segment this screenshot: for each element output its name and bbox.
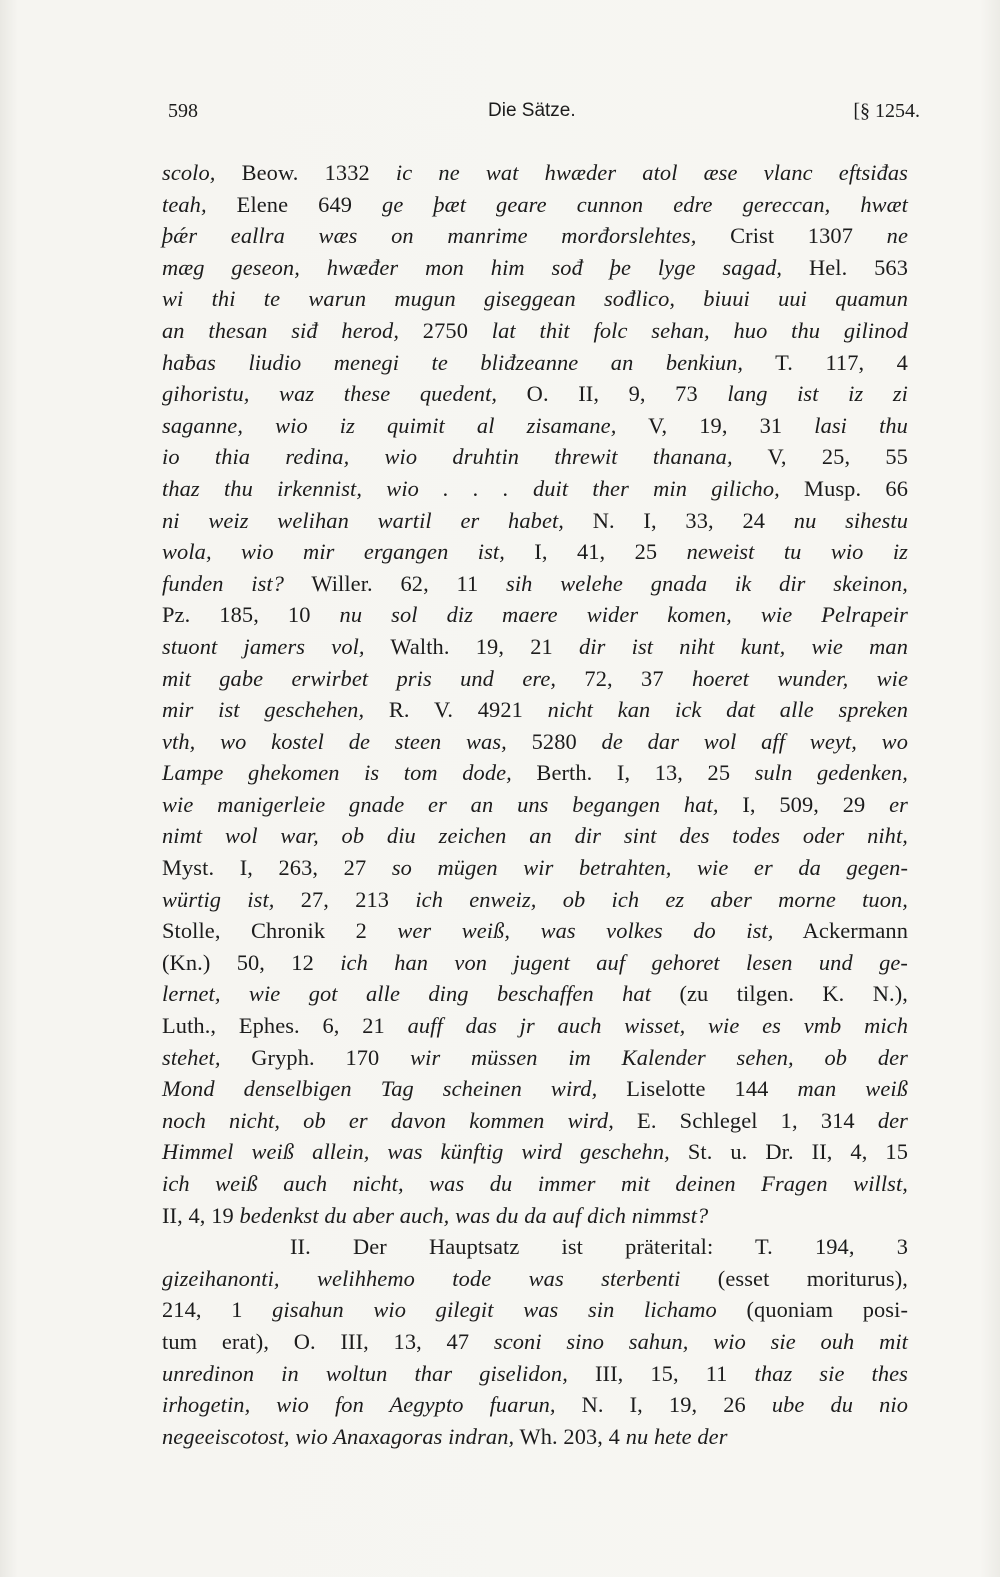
quoted-text: sih welehe gnada ik dir skeinon, (506, 570, 908, 596)
text-line (162, 599, 908, 631)
text-line (162, 915, 908, 947)
text-line (162, 189, 908, 221)
text-line (162, 1263, 908, 1295)
quoted-text: stuont jamers vol, (162, 633, 365, 659)
text-line (162, 315, 908, 347)
text-line (162, 536, 908, 568)
text-line (162, 694, 908, 726)
text-line (162, 663, 908, 695)
body-text (162, 157, 908, 1452)
citation-text: II, 4, 19 (162, 1202, 240, 1228)
citation-text: (Kn.) 50, 12 (162, 949, 341, 975)
text-line (162, 978, 908, 1010)
quoted-text: irhogetin, wio fon Aegypto fuarun, (162, 1392, 556, 1418)
quoted-text: unredinon in woltun thar giselidon, (162, 1360, 568, 1386)
citation-text: 1332 (324, 160, 370, 185)
quoted-text: wi thi te warun mugun giseggean sođlico, biuui uui quamun (162, 286, 908, 312)
quoted-text: noch nicht, ob er davon kommen wird, (162, 1107, 614, 1133)
page-header (168, 100, 920, 132)
text-line (162, 473, 908, 505)
citation-text: 5280 (506, 728, 602, 754)
citation-text: III, 15, 11 (567, 1360, 755, 1386)
quoted-text: er (889, 791, 908, 817)
quoted-text: ich weiß auch nicht, was du immer mit deinen Fragen willst, (162, 1171, 908, 1196)
quoted-text: negeeiscotost, wio Anaxagoras indran, (162, 1423, 515, 1449)
text-line (162, 757, 908, 789)
quoted-text: mit gabe erwirbet pris und ere, (162, 665, 557, 691)
text-line (162, 568, 908, 600)
text-line (162, 378, 908, 410)
citation-text: R. V. 4921 (364, 697, 548, 723)
quoted-text: wola, wio mir ergangen ist, (162, 539, 505, 565)
text-line (162, 1042, 908, 1074)
quoted-text: ni weiz welihan wartil er habet, (162, 507, 564, 533)
quoted-text: so mügen wir betrahten, wie er da gegen- (391, 855, 909, 881)
quoted-text: ic ne wat hwæder atol æse vlanc eftsiđas (369, 160, 908, 185)
quoted-text: thaz thu irkennist, wio . . . duit ther min gilicho, (162, 475, 780, 501)
quoted-text: suln gedenken, (754, 760, 908, 786)
citation-text: 214, 1 (162, 1297, 273, 1323)
quoted-text: auff das jr auch wisset, wie es vmb mich (407, 1013, 909, 1039)
page-number: 598 (168, 100, 198, 122)
text-line (162, 505, 908, 537)
quoted-text: sconi sino sahun, wio sie ouh mit (493, 1328, 908, 1354)
citation-text: (esset moriturus), (680, 1265, 909, 1291)
citation-text: (quoniam posi- (716, 1297, 909, 1323)
text-line (162, 1294, 908, 1326)
text-line (162, 410, 908, 442)
quoted-text: scolo, (162, 160, 216, 185)
quoted-text: Mond denselbigen Tag scheinen wird, (162, 1076, 598, 1102)
quoted-text: þǽr eallra wæs on manrime morđorslehtes, (162, 223, 697, 249)
citation-text: Stolle, Chronik 2 (162, 918, 398, 944)
citation-text: N. I, 33, 24 (564, 507, 794, 533)
citation-text: 2750 (399, 317, 492, 343)
text-line (162, 1326, 908, 1358)
citation-text: Crist 1307 (696, 223, 887, 249)
text-line (162, 347, 908, 379)
quoted-text: haƀas liudio menegi te bliđzeanne an benkiun, (162, 349, 744, 375)
text-line (162, 220, 908, 252)
text-line (162, 283, 908, 315)
citation-text: V, 19, 31 (616, 412, 815, 438)
text-line (162, 1421, 908, 1453)
text-line (162, 726, 908, 758)
quoted-text: lasi thu (814, 412, 908, 438)
quoted-text: stehet, (162, 1044, 221, 1070)
quoted-text: nu hete der (625, 1423, 728, 1449)
citation-text: Walth. 19, 21 (364, 633, 580, 659)
citation-text: Ackermann (773, 918, 908, 944)
text-line (162, 441, 908, 473)
quoted-text: bedenkst du aber auch, was du da auf dich nimmst? (239, 1202, 709, 1228)
citation-text: N. I, 19, 26 (555, 1392, 772, 1418)
quoted-text: der (877, 1107, 908, 1133)
text-line (162, 852, 908, 884)
quoted-text: Himmel weiß allein, was künftig wird geschehn, (162, 1139, 670, 1165)
quoted-text: nu sihestu (793, 507, 909, 533)
section-marker: [§ 1254. (853, 100, 920, 122)
quoted-text: ich han von jugent auf gehoret lesen und ge- (340, 949, 908, 975)
text-line (162, 1389, 908, 1421)
quoted-text: teah, (162, 191, 207, 217)
quoted-text: lang ist iz zi (727, 381, 908, 407)
citation-text: 27, 213 (274, 886, 416, 912)
text-line (162, 1073, 908, 1105)
citation-text: Berth. I, 13, 25 (511, 760, 755, 786)
quoted-text: wie manigerleie gnade er an uns begangen hat, (162, 791, 719, 817)
quoted-text: lat thit folc sehan, huo thu gilinod (491, 317, 909, 343)
text-line (162, 1231, 908, 1263)
text-line (162, 820, 908, 852)
quoted-text: gihoristu, waz these quedent, (162, 381, 498, 407)
citation-text: (zu tilgen. K. N.), (651, 981, 908, 1007)
quoted-text: neweist tu wio iz (686, 539, 908, 565)
text-line (162, 1136, 908, 1168)
quoted-text: de dar wol aff weyt, wo (601, 728, 908, 754)
quoted-text: Lampe ghekomen is tom dode, (162, 760, 512, 786)
quoted-text: würtig ist, (162, 886, 275, 912)
citation-text: Beow. (215, 160, 325, 185)
citation-text: Hel. 563 (782, 254, 908, 280)
citation-text: Pz. 185, 10 (162, 602, 340, 628)
text-line (162, 1168, 908, 1200)
text-line (162, 1358, 908, 1390)
citation-text: Musp. 66 (779, 475, 908, 501)
text-line (162, 252, 908, 284)
quoted-text: ne (886, 223, 908, 249)
text-line (162, 1010, 908, 1042)
text-line (162, 789, 908, 821)
text-line (162, 1105, 908, 1137)
citation-text: I, 509, 29 (718, 791, 890, 817)
quoted-text: nimt wol war, ob diu zeichen an dir sint des todes oder niht, (162, 823, 908, 849)
quoted-text: ich enweiz, ob ich ez aber morne tuon, (415, 886, 908, 912)
quoted-text: hoeret wunder, wie (691, 665, 908, 691)
quoted-text: ge þæt geare cunnon edre gereccan, hwæt (382, 191, 909, 217)
citation-text: E. Schlegel 1, 314 (613, 1107, 878, 1133)
citation-text: Willer. 62, 11 (284, 570, 507, 596)
citation-text: Gryph. 170 (220, 1044, 411, 1070)
citation-text: V, 25, 55 (732, 444, 908, 470)
quoted-text: thaz sie thes (754, 1360, 908, 1386)
quoted-text: nu sol diz maere wider komen, wie Pelrapeir (339, 602, 908, 628)
quoted-text: wer weiß, was volkes do ist, (397, 918, 774, 944)
text-line (162, 631, 908, 663)
quoted-text: nicht kan ick dat alle spreken (547, 697, 908, 723)
text-line (162, 1200, 908, 1232)
quoted-text: gizeihanonti, welihhemo tode was sterbenti (162, 1265, 681, 1291)
citation-text: St. u. Dr. II, 4, 15 (669, 1139, 908, 1165)
running-title: Die Sätze. (488, 100, 576, 121)
citation-text: Elene 649 (206, 191, 383, 217)
citation-text: II. Der Hauptsatz ist präterital: T. 194, 3 (290, 1234, 908, 1260)
quoted-text: mir ist geschehen, (162, 697, 365, 723)
citation-text: I, 41, 25 (504, 539, 687, 565)
quoted-text: funden ist? (162, 570, 285, 596)
quoted-text: dir ist niht kunt, wie man (579, 633, 909, 659)
citation-text: T. 117, 4 (743, 349, 908, 375)
quoted-text: io thia redina, wio druhtin threwit thanana, (162, 444, 733, 470)
quoted-text: saganne, wio iz quimit al zisamane, (162, 412, 617, 438)
citation-text: Myst. I, 263, 27 (162, 855, 392, 881)
quoted-text: gisahun wio gilegit was sin lichamo (272, 1297, 717, 1323)
citation-text: tum erat), O. III, 13, 47 (162, 1328, 494, 1354)
text-line (162, 884, 908, 916)
quoted-text: wir müssen im Kalender sehen, ob der (410, 1044, 908, 1070)
citation-text: Luth., Ephes. 6, 21 (162, 1013, 408, 1039)
citation-text: O. II, 9, 73 (497, 381, 728, 407)
quoted-text: man weiß (797, 1076, 908, 1102)
citation-text: Wh. 203, 4 (514, 1423, 626, 1449)
quoted-text: ube du nio (771, 1392, 909, 1418)
citation-text: 72, 37 (556, 665, 692, 691)
quoted-text: vth, wo kostel de steen was, (162, 728, 507, 754)
text-line (162, 157, 908, 189)
citation-text: Liselotte 144 (597, 1076, 798, 1102)
quoted-text: an thesan siđ herod, (162, 317, 400, 343)
text-line (162, 947, 908, 979)
quoted-text: lernet, wie got alle ding beschaffen hat (162, 981, 652, 1007)
quoted-text: mæg geseon, hwæđer mon him sođ þe lyge sagad, (162, 254, 783, 280)
